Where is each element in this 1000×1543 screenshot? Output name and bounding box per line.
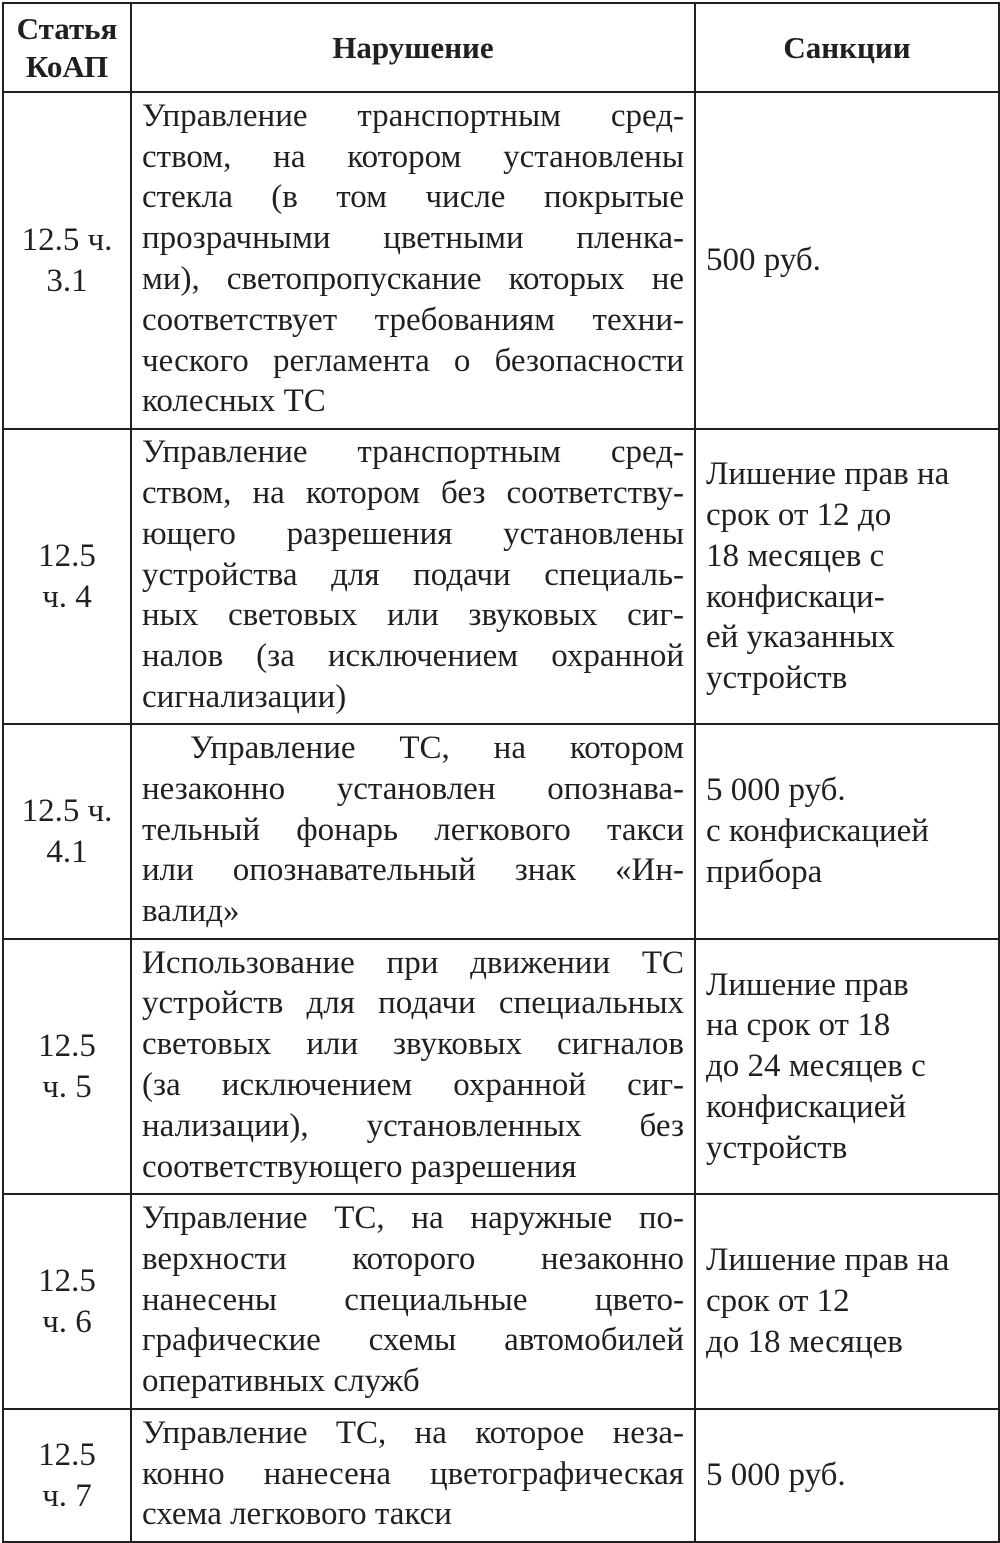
violation-line: прозрачными цветными пленка-	[142, 220, 684, 257]
violation-line: схема легкового такси	[142, 1496, 452, 1533]
article-line: 12.5	[38, 537, 96, 574]
article-line: ч. 6	[42, 1303, 92, 1340]
violation-line: верхности которого незаконно	[142, 1240, 684, 1277]
violation-cell	[131, 92, 695, 429]
table-row	[3, 724, 999, 939]
violation-line: Управление транспортным сред-	[142, 434, 684, 471]
violation-cell	[131, 939, 695, 1194]
article-cell	[3, 92, 131, 429]
article-line: 12.5 ч.	[21, 792, 113, 829]
violation-cell	[131, 724, 695, 939]
violation-line: Использование при движении ТС	[142, 944, 684, 981]
sanction-line: устройств	[706, 1129, 848, 1166]
article-cell	[3, 939, 131, 1194]
sanction-line: на срок от 18	[706, 1007, 891, 1044]
violation-cell	[131, 429, 695, 724]
sanction-cell	[695, 724, 999, 939]
violation-line: (за исключением охранной сиг-	[142, 1067, 684, 1103]
table-row	[3, 1409, 999, 1542]
violation-line: ющего разрешения установлены	[142, 515, 684, 552]
sanction-line: Лишение прав на	[706, 1242, 950, 1279]
sanction-cell	[695, 1194, 999, 1409]
header-article-line: Статья	[16, 10, 118, 46]
sanction-line: срок от 12 до	[706, 496, 892, 533]
violation-line: световых или звуковых сигналов	[142, 1026, 684, 1063]
article-line: ч. 4	[42, 578, 92, 615]
violation-line: устройства для подачи специаль-	[142, 556, 684, 593]
violation-line: конно нанесена цветографическая	[142, 1455, 684, 1492]
article-cell	[3, 429, 131, 724]
violation-line: соответствующего разрешения	[142, 1148, 577, 1185]
header-article	[3, 3, 131, 92]
sanction-line: Лишение прав	[706, 966, 909, 1003]
violation-line: нанесены специальные цвето-	[142, 1281, 684, 1318]
sanction-line: до 24 месяцев с	[706, 1048, 926, 1085]
article-line: 12.5	[38, 1027, 96, 1064]
violation-line: колесных ТС	[142, 383, 326, 420]
header-row	[3, 3, 999, 92]
article-line: 4.1	[46, 833, 88, 870]
article-cell	[3, 1194, 131, 1409]
violation-line: графические схемы автомобилей	[142, 1322, 684, 1359]
sanction-line: устройств	[706, 660, 848, 697]
sanction-line: 500 руб.	[706, 242, 821, 279]
article-line: ч. 5	[42, 1068, 92, 1105]
violation-line: ных световых или звуковых сиг-	[142, 597, 684, 634]
violation-line: Управление ТС, на которое неза-	[142, 1414, 684, 1451]
violation-line: налов (за исключением охранной	[142, 638, 684, 675]
violation-line: ми), светопропускание которых не	[142, 261, 684, 297]
violation-line: или опознавательный знак «Ин-	[142, 852, 684, 889]
article-line: 3.1	[46, 262, 88, 299]
sanction-line: прибора	[706, 853, 823, 890]
article-line: ч. 7	[42, 1477, 92, 1514]
violation-line: ческого регламента о безопасности	[142, 342, 684, 379]
header-sanctions: Санкции	[695, 3, 999, 92]
header-article-line: КоАП	[25, 48, 109, 84]
sanction-line: конфискаци-	[706, 578, 885, 615]
violation-cell	[131, 1409, 695, 1542]
sanction-line: с конфискацией	[706, 813, 929, 850]
violation-line: Управление ТС, на наружные по-	[142, 1200, 684, 1236]
table-row	[3, 939, 999, 1194]
violation-line: ством, на котором установлены	[142, 138, 684, 175]
sanction-line: ей указанных	[706, 619, 895, 656]
violation-line: тельный фонарь легкового такси	[142, 811, 684, 848]
violation-line: оперативных служб	[142, 1363, 420, 1400]
violation-line: устройств для подачи специальных	[142, 985, 684, 1022]
article-line: 12.5	[38, 1262, 96, 1299]
sanction-cell	[695, 939, 999, 1194]
violations-table	[2, 2, 1000, 1543]
table-row	[3, 92, 999, 429]
sanction-line: до 18 месяцев	[706, 1323, 903, 1360]
sanction-line: Лишение прав на	[706, 456, 950, 493]
sanction-line: 5 000 руб.	[706, 772, 846, 809]
violation-line: сигнализации)	[142, 678, 347, 715]
sanction-cell	[695, 1409, 999, 1542]
sanction-line: срок от 12	[706, 1283, 850, 1320]
table-row	[3, 1194, 999, 1409]
sanction-cell	[695, 429, 999, 724]
violation-line: соответствует требованиям техни-	[142, 301, 684, 338]
violation-line: нализации), установленных без	[142, 1107, 684, 1144]
article-cell	[3, 1409, 131, 1542]
article-line: 12.5 ч.	[21, 221, 113, 258]
sanction-line: 18 месяцев с	[706, 537, 885, 574]
article-cell	[3, 724, 131, 939]
violation-line: стекла (в том числе покрытые	[142, 179, 684, 216]
sanction-line: 5 000 руб.	[706, 1457, 846, 1494]
violation-line: Управление ТС, на котором	[190, 730, 684, 766]
table-row	[3, 429, 999, 724]
header-violation: Нарушение	[131, 3, 695, 92]
violation-line: Управление транспортным сред-	[142, 97, 684, 134]
violation-cell	[131, 1194, 695, 1409]
article-line: 12.5	[38, 1436, 96, 1473]
sanction-line: конфискацией	[706, 1088, 907, 1125]
violation-line: ством, на котором без соответству-	[142, 475, 684, 511]
sanction-cell	[695, 92, 999, 429]
violation-line: незаконно установлен опознава-	[142, 770, 684, 807]
violation-line: валид»	[142, 893, 240, 930]
